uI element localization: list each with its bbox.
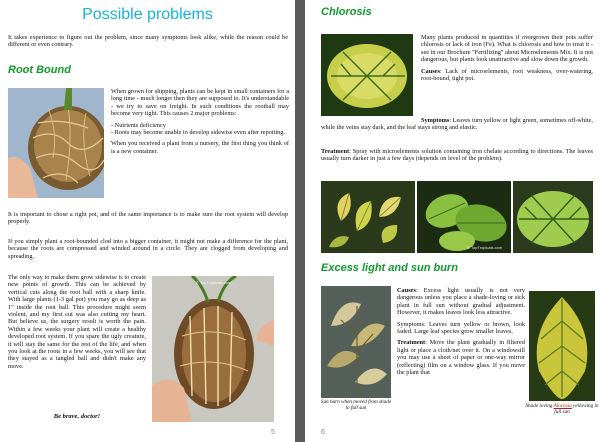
watermark: © TopTropicals.com <box>196 280 232 285</box>
watermark: © TopTropicals.com <box>467 245 503 250</box>
page-title: Possible problems <box>82 6 213 23</box>
intro-text: It takes experience to figure out the problem, since many symptoms look alike, while the reason could be different or even contrary. <box>8 34 288 49</box>
sunburn-plant-photo <box>321 286 391 398</box>
root-bound-heading: Root Bound <box>8 64 71 76</box>
problems-list <box>111 122 289 137</box>
chlorosis-leaf-photo <box>321 34 413 116</box>
right-page <box>305 0 600 442</box>
yellow-shoots-photo <box>321 181 415 253</box>
sunburn-treatment: Treatment: Move the plant gradually in filtered light or place a cloth/net over it. On a windowsill you may use a sheet of paper or one-way mirror (reflecting) film on a window glass. If you move the plant that <box>397 339 525 377</box>
list-item: - Nutrients deficiency <box>111 121 166 129</box>
alocasia-link[interactable]: Alocasia <box>553 403 572 409</box>
green-leaves-photo <box>417 181 511 253</box>
chlorosis-text <box>421 34 593 86</box>
brave-doctor: Be brave, doctor! <box>53 413 101 420</box>
root-bound-p1: When grown for shipping, plants can be kept in small containers for a long time - much longer then they are supposed to. It's understandable - we try to save on freight. In such conditions the rootball may become very tight. This causes 2 major problems: <box>111 88 289 118</box>
left-page <box>0 0 295 442</box>
sunburn-caption: Sun burn when moved from shade to full sun <box>320 399 392 411</box>
chlorosis-p1: Many plants produced in quantities if overgrown their pots suffer chlorosis or lack of iron (Fe). What is chlorosis and how to treat it - see in our Brochure "Fertilizing" about Microelements Mix. It is not dangerous, but plants look unattractive and slow down the growth. <box>421 34 593 64</box>
chlorosis-heading: Chlorosis <box>321 6 372 18</box>
alocasia-leaf-photo <box>529 291 595 401</box>
sunburn-symptoms: Symptoms: Leaves turn yellow or brown, look faded. Large leaf species grow smaller leaves. <box>397 320 525 336</box>
chlorosis-symptoms: Symptoms: Leaves turn yellow or light green, sometimes off-white, while the veins stay dark, and the leaf stays strong and elastic. <box>321 117 593 132</box>
rootball-photo <box>8 88 104 198</box>
root-bound-p5: The only way to make them grow sidewise is to create new points of growth. This can be achieved by vertical cuts along the root ball with a sharp knife. With large plants (1-3 gal pot) you may go as deep as 1" inside the root ball. This procedure might seem violent, and my first cut was also cutting my heart. But believe us, the surgery result is worth the pain. Within a few weeks your plant will create a healthy developed root system. If you spare the ugly creature, it will stay the same for the rest of the life, and when you look at the roots in a few weeks, you will see that they stayed as a tangled ball and didn't make any move. <box>8 274 146 370</box>
list-item: - Roots may become unable to develop sidewise even after repotting. <box>111 129 285 137</box>
leaf-veins-photo <box>513 181 593 253</box>
cut-rootball-photo <box>152 276 274 422</box>
sunburn-causes: Causes: Excess light usually is not very dangerous unless you place a shade-loving or sick plant in full sun without gradual adjustment. However, it makes leaves look less attractive. <box>397 287 525 317</box>
sunburn-text <box>397 287 525 380</box>
alocasia-caption: Shade loving Alocasia yellowing in full sun <box>525 403 599 415</box>
chlorosis-causes: Causes: Lack of microelements, root weakness, over-watering, root-bound, tight pot. <box>421 67 593 83</box>
chlorosis-treatment: Treatment: Spray with microelements solution containing iron chelate according to directions. The leaves usually turn darker in just a few days (depends on level of the problem). <box>321 148 593 163</box>
sunburn-heading: Excess light and sun burn <box>321 262 458 274</box>
root-bound-p4: If you simply plant a root-bounded clod into a bigger container, it might not make a difference for the plant, because the roots are compressed and winded around in a circle. They are clogged from developing and spreading. <box>8 238 288 260</box>
page-number: 5 <box>271 429 275 436</box>
root-bound-p2: When you received a plant from a nursery, the first thing you think of is a new container. <box>111 140 289 155</box>
page-number: 6 <box>321 429 325 436</box>
root-bound-p3: It is important to chose a right pot, and of the same importance is to make sure the root system will develop properly. <box>8 211 288 226</box>
root-bound-text <box>111 88 289 159</box>
